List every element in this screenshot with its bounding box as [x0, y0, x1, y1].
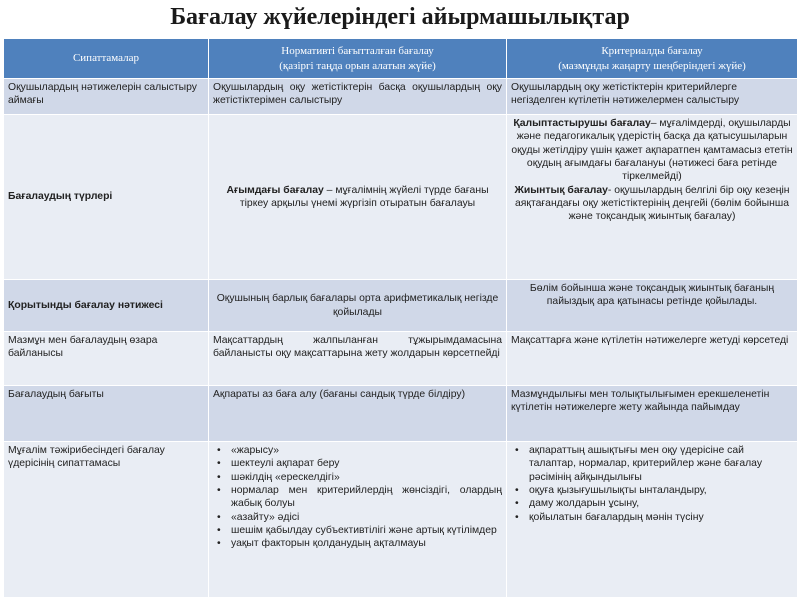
cell-criterial-types: [507, 115, 798, 280]
cell-normative-direction: Ақпараты аз баға алу (бағаны сандық түрде білдіру): [209, 386, 507, 442]
cell-criterial-comparison: Оқушылардың оқу жетістіктерін критерийлерге негізделген күтілетін нәтижелермен салыстыру: [507, 79, 798, 115]
table-row: [4, 332, 798, 386]
cell-normative-final: Оқушының барлық бағалары орта арифметикалық негізде қойылады: [209, 280, 507, 332]
header-characteristics: Сипаттамалар: [4, 39, 209, 79]
current-assessment-term: Ағымдағы бағалау: [226, 184, 324, 196]
list-item: • шектеулі ақпарат беру: [213, 457, 502, 470]
list-item: • даму жолдарын ұсыну,: [511, 497, 793, 510]
header-criterial: Критериалды бағалау (мазмұнды жаңарту шеңберіндегі жүйе): [507, 39, 798, 79]
row-label-relation: Мазмұн мен бағалаудың өзара байланысы: [4, 332, 209, 386]
page-title: Бағалау жүйелеріндегі айырмашылықтар: [170, 4, 630, 30]
row-label-comparison: Оқушылардың нәтижелерін салыстыру аймағы: [4, 79, 209, 115]
row-label-final: Қорытынды бағалау нәтижесі: [4, 280, 209, 332]
table-row: [4, 115, 798, 280]
table-row: [4, 280, 798, 332]
cell-normative-types: Ағымдағы бағалау – мұғалімнің жүйелі түрде бағаны тіркеу арқылы үнемі жүргізіп отыратын бағалауы: [209, 115, 507, 280]
list-item: • уақыт факторын қолданудың ақталмауы: [213, 537, 502, 550]
list-item: • шәкілдің «ерескелдігі»: [213, 471, 502, 484]
table-row: [4, 442, 798, 598]
row-label-direction: Бағалаудың бағыты: [4, 386, 209, 442]
cell-criterial-practice: [507, 442, 798, 598]
summative-assessment-text: Жиынтық бағалау- оқушылардың белгілі бір оқу кезеңін аяқтағандағы оқу жетістіктерінің деңгейі (бөлім бойынша және тоқсандық жиынтық бағалау): [514, 184, 790, 223]
table-row: [4, 79, 798, 115]
normative-practice-list: [213, 444, 502, 551]
cell-normative-practice: [209, 442, 507, 598]
list-item: • шешім қабылдау субъективтілігі және артық күтілімдер: [213, 524, 502, 537]
table-header-row: [4, 39, 798, 79]
cell-normative-comparison: Оқушылардың оқу жетістіктерін басқа оқушылардың оқу жетістіктерімен салыстыру: [209, 79, 507, 115]
list-item: • нормалар мен критерийлердің жөнсіздігі, олардың жабық болуы: [213, 484, 502, 511]
table-row: [4, 386, 798, 442]
cell-criterial-direction: Мазмұндылығы мен толықтылығымен ерекшеленетін күтілетін нәтижелерге жету жайында пайымдау: [507, 386, 798, 442]
criterial-practice-list: [511, 444, 793, 524]
list-item: • оқуға қызығушылықты ынталандыру,: [511, 484, 793, 497]
list-item: • «азайту» әдісі: [213, 511, 502, 524]
list-item: • «жарысу»: [213, 444, 502, 457]
cell-criterial-relation: Мақсаттарға және күтілетін нәтижелерге жетуді көрсетеді: [507, 332, 798, 386]
row-label-practice: Мұғалім тәжірибесіндегі бағалау үдерісінің сипаттамасы: [4, 442, 209, 598]
list-item: • қойылатын бағалардың мәнін түсіну: [511, 511, 793, 524]
list-item: • ақпараттың ашықтығы мен оқу үдерісіне сай талаптар, нормалар, критерийлер және бағалау рәсімінің айқындылығы: [511, 444, 793, 484]
row-label-types: Бағалаудың түрлері: [4, 115, 209, 280]
header-normative: Нормативті бағытталған бағалау (қазіргі таңда орын алатын жүйе): [209, 39, 507, 79]
formative-assessment-text: Қалыптастырушы бағалау– мұғалімдерді, оқушыларды және педагогикалық үдерістің басқа да қатысушыларын оқуды жетілдіру үшін қажет ақпаратпен қамтамасыз ететін оқудың ағымдағы бағалануы (нәтижесі баға ретінде тіркелмейді): [511, 118, 793, 183]
comparison-table: [3, 38, 798, 598]
cell-normative-relation: Мақсаттардың жалпыланған тұжырымдамасына байланысты оқу мақсаттарына жету жолдарын көрсетпейді: [209, 332, 507, 386]
cell-criterial-final: Бөлім бойынша және тоқсандық жиынтық бағаның пайыздық ара қатынасы ретінде қойылады.: [507, 280, 798, 332]
